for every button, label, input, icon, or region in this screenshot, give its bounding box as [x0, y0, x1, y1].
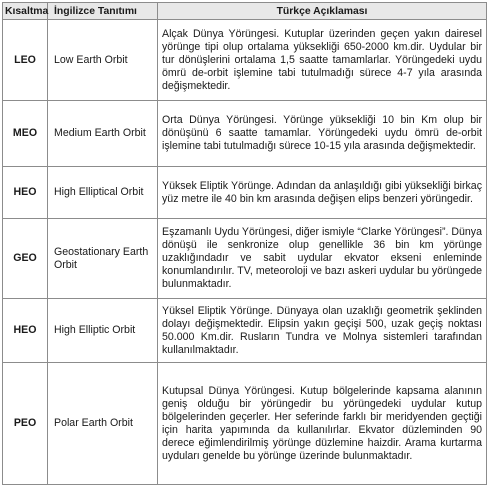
row-english-name: Medium Earth Orbit: [48, 101, 158, 167]
row-description: Kutupsal Dünya Yörüngesi. Kutup bölgelerinde kapsama alanının geniş olduğu bir yörüngedir bu yörüngedeki uydular kutup bölgelerinden geçerler. Her seferinde farklı bir meridyenden geçtiği için harita yapımında da kullanılırlar. Ekvator düzleminden 90 derece eğimlendirilmiş yörünge düzlemine haizdir. Arama kurtarma uyduları genelde bu yörünge üzerinde bulunmaktadır.: [158, 363, 487, 485]
table-row: [3, 363, 487, 485]
table-row: [3, 299, 487, 363]
row-description: Alçak Dünya Yörüngesi. Kutuplar üzerinden geçen yakın dairesel yörünge tipi olup ortalama yüksekliği 650-2000 km.dir. Uydular bir tur dönüşlerini ortalama 1,5 saatte tamamlarlar. Yörüngedeki uydu ömrü de-orbit işlemine tabi tutulmadığı sürece 4-7 yıla arasında değişmektedir.: [158, 20, 487, 101]
table-row: [3, 219, 487, 299]
table-row: [3, 20, 487, 101]
row-english-name: High Elliptical Orbit: [48, 167, 158, 219]
row-description: Yüksel Eliptik Yörünge. Dünyaya olan uzaklığı geometrik şeklinden dolayı değişmektedir. Elipsin yakın geçişi 500, uzak geçiş noktası 50.000 Km.dir. Rusların Tundra ve Molnya sistemleri tarafından kullanılmaktadır.: [158, 299, 487, 363]
row-description: Yüksek Eliptik Yörünge. Adından da anlaşıldığı gibi yüksekliği birkaç yüz metre ile 40 bin km arasında değişen elips benzeri yörüngedir.: [158, 167, 487, 219]
row-abbreviation: PEO: [3, 363, 48, 485]
header-abbreviation: Kısaltma: [3, 3, 48, 20]
row-english-name: Low Earth Orbit: [48, 20, 158, 101]
orbit-types-table: [2, 2, 487, 485]
row-abbreviation: GEO: [3, 219, 48, 299]
row-abbreviation: MEO: [3, 101, 48, 167]
row-abbreviation: HEO: [3, 299, 48, 363]
row-description: Eşzamanlı Uydu Yörüngesi, diğer ismiyle “Clarke Yörüngesi”. Dünya dönüşü ile senkronize olup genellikle 36 bin km yörünge uzaklığındadır ve sabit uydular ekvator ekseni enleminde konumlandırılır. TV, meteoroloji ve bazı askeri uydular bu yörüngede bulunmaktadır.: [158, 219, 487, 299]
row-english-name: Geostationary Earth Orbit: [48, 219, 158, 299]
table-row: [3, 167, 487, 219]
row-abbreviation: HEO: [3, 167, 48, 219]
header-turkish-description: Türkçe Açıklaması: [158, 3, 487, 20]
row-description: Orta Dünya Yörüngesi. Yörünge yüksekliği 10 bin Km olup bir dönüşünü 6 saatte tamamlar. Yörüngedeki uydu ömrü de-orbit işlemine tabi tutulmadığı sürece 10-15 yıla arasında değişmektedir.: [158, 101, 487, 167]
header-english-name: İngilizce Tanıtımı: [48, 3, 158, 20]
table-row: [3, 101, 487, 167]
row-english-name: Polar Earth Orbit: [48, 363, 158, 485]
row-english-name: High Elliptic Orbit: [48, 299, 158, 363]
row-abbreviation: LEO: [3, 20, 48, 101]
table-header-row: [3, 3, 487, 20]
